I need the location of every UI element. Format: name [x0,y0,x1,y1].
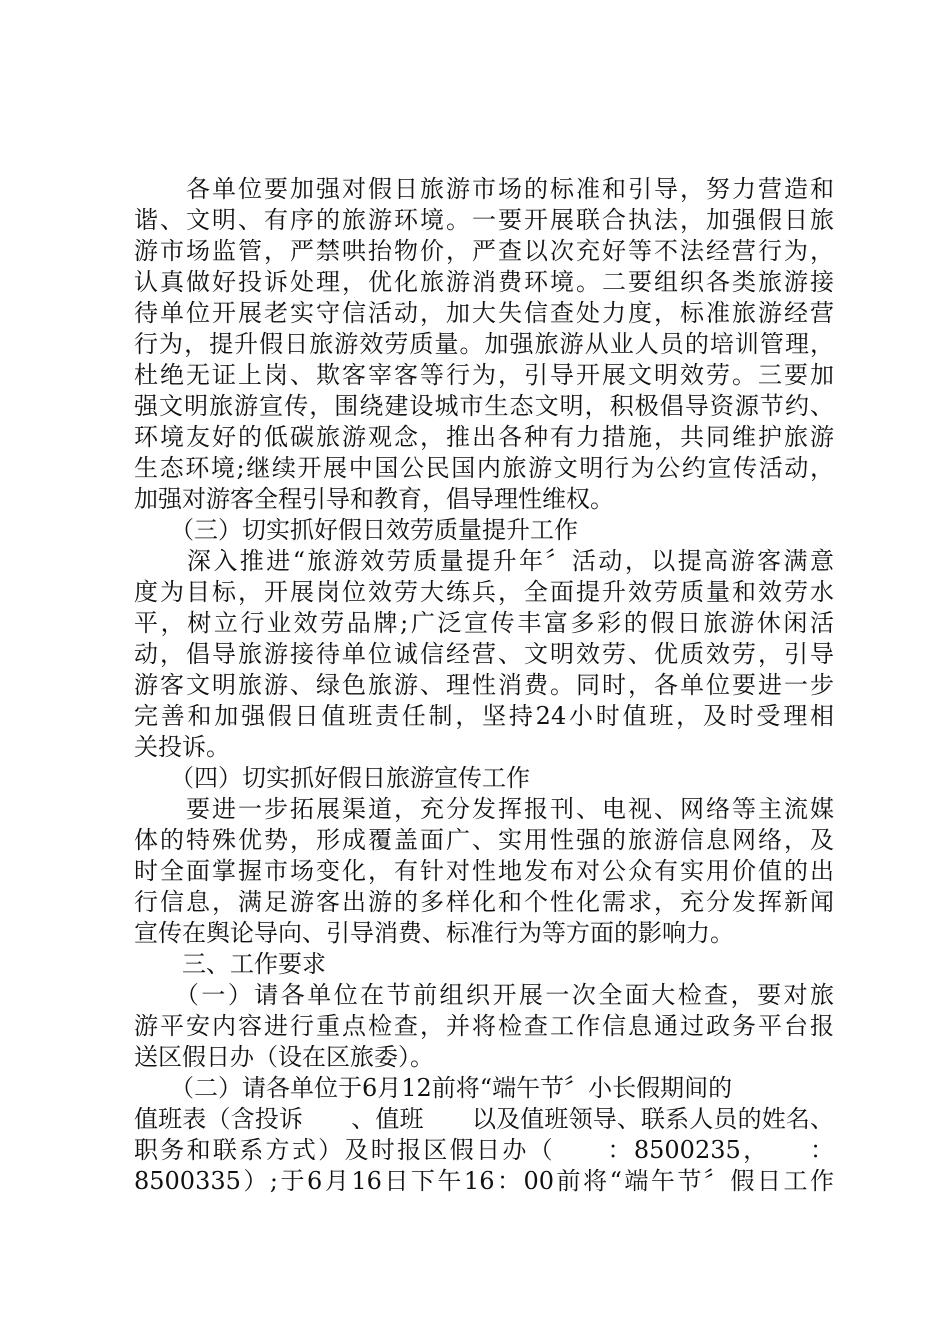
text-line: （三）切实抓好假日效劳质量提升工作 [134,516,578,544]
text-line: 环境友好的低碳旅游观念，推出各种有力措施，共同维护旅游 [134,423,834,451]
text-line: 行为，提升假日旅游效劳质量。加强旅游从业人员的培训管理， [134,330,834,358]
text-line: 宣传在舆论导向、引导消费、标准行为等方面的影响力。 [134,919,734,947]
text-line: 游客文明旅游、绿色旅游、理性消费。同时，各单位要进一步 [134,671,834,699]
text-line: 谐、文明、有序的旅游环境。一要开展联合执法，加强假日旅 [134,206,834,234]
text-line: 职务和联系方式）及时报区假日办（ ：8500235， ： [134,1136,834,1164]
text-line: 关投诉。 [134,733,230,761]
text-line: 深入推进“旅游效劳质量提升年〞活动，以提高游客满意 [134,547,834,575]
text-line: 时全面掌握市场变化，有针对性地发布对公众有实用价值的出 [134,857,834,885]
text-line: 待单位开展老实守信活动，加大失信查处力度，标准旅游经营 [134,299,834,327]
text-line: 行信息，满足游客出游的多样化和个性化需求，充分发挥新闻 [134,888,834,916]
text-line: 三、工作要求 [134,950,326,978]
text-line: 杜绝无证上岗、欺客宰客等行为，引导开展文明效劳。三要加 [134,361,834,389]
text-line: 8500335）;于6月16日下午16：00前将“端午节〞假日工作 [134,1167,834,1195]
text-line: 送区假日办（设在区旅委）。 [134,1043,434,1071]
document-body [134,174,834,1197]
text-line: 完善和加强假日值班责任制，坚持24小时值班，及时受理相 [134,702,834,730]
text-line: （二）请各单位于6月12前将“端午节〞小长假期间的 [134,1074,733,1102]
text-line: 值班表（含投诉 、值班 以及值班领导、联系人员的姓名、 [134,1105,834,1133]
text-line: （四）切实抓好假日旅游宣传工作 [134,764,530,792]
text-line: 平，树立行业效劳品牌;广泛宣传丰富多彩的假日旅游休闲活 [134,609,834,637]
text-line: 生态环境;继续开展中国公民国内旅游文明行为公约宣传活动， [134,454,834,482]
text-line: 强文明旅游宣传，围绕建设城市生态文明，积极倡导资源节约、 [134,392,834,420]
text-line: 度为目标，开展岗位效劳大练兵，全面提升效劳质量和效劳水 [134,578,834,606]
text-line: 体的特殊优势，形成覆盖面广、实用性强的旅游信息网络，及 [134,826,834,854]
text-line: 要进一步拓展渠道，充分发挥报刊、电视、网络等主流媒 [134,795,834,823]
text-line: （一）请各单位在节前组织开展一次全面大检查，要对旅 [134,981,834,1009]
text-line: 游平安内容进行重点检查，并将检查工作信息通过政务平台报 [134,1012,834,1040]
text-line: 加强对游客全程引导和教育，倡导理性维权。 [134,485,614,513]
text-line: 各单位要加强对假日旅游市场的标准和引导，努力营造和 [134,175,834,203]
text-line: 认真做好投诉处理，优化旅游消费环境。二要组织各类旅游接 [134,268,834,296]
text-line: 动，倡导旅游接待单位诚信经营、文明效劳、优质效劳，引导 [134,640,834,668]
text-line: 游市场监管，严禁哄抬物价，严查以次充好等不法经营行为， [134,237,834,265]
